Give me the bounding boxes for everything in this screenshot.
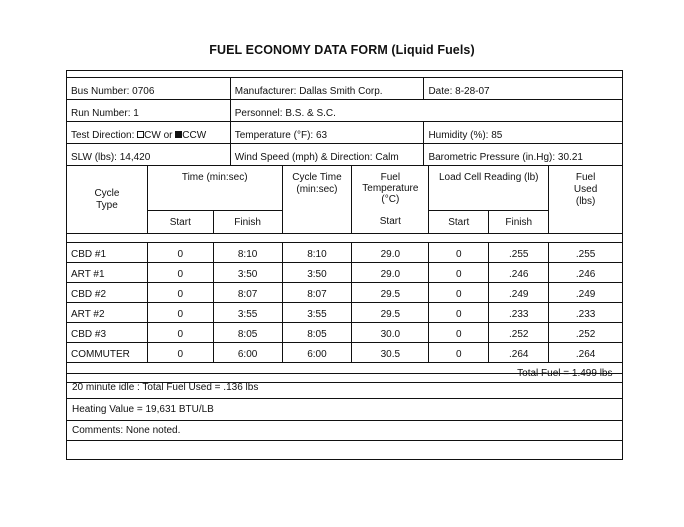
test-direction-label: Test Direction: [71, 130, 138, 141]
divider [66, 420, 623, 421]
wind: Wind Speed (mph) & Direction: Calm [230, 144, 424, 166]
cell-fuel-used: .252 [549, 323, 623, 343]
personnel: Personnel: B.S. & S.C. [230, 100, 622, 122]
header-fuel-temp: Fuel Temperature (°C) [352, 166, 429, 211]
cell-cycle-time: 8:10 [282, 243, 352, 263]
cell-fuel-used: .255 [549, 243, 623, 263]
cell-start: 0 [147, 243, 213, 263]
header-time: Time (min:sec) [147, 166, 282, 211]
comments: Comments: None noted. [72, 425, 181, 436]
cell-finish: 8:05 [213, 323, 282, 343]
fuel-data-table [66, 165, 623, 383]
cell-fuel-used: .249 [549, 283, 623, 303]
cell-start: 0 [147, 343, 213, 363]
idle-text: 20 minute idle : Total Fuel Used = .136 lbs [72, 382, 259, 393]
cell-start: 0 [147, 263, 213, 283]
cell-finish: 8:07 [213, 283, 282, 303]
cw-label: CW or [144, 130, 176, 141]
cell-cycle: CBD #1 [67, 243, 148, 263]
header-fuel-temp-start: Start [352, 211, 429, 234]
info-row [67, 144, 623, 166]
heating-value: Heating Value = 19,631 BTU/LB [72, 404, 214, 415]
table-row [67, 323, 623, 343]
spacer-row [67, 234, 623, 243]
cell-cycle-time: 6:00 [282, 343, 352, 363]
cell-load-start: 0 [429, 263, 489, 283]
divider [66, 440, 623, 441]
run-number: Run Number: 1 [67, 100, 231, 122]
cell-fuel-temp: 29.0 [352, 243, 429, 263]
header-finish: Finish [213, 211, 282, 234]
cell-finish: 8:10 [213, 243, 282, 263]
cell-cycle-time: 8:07 [282, 283, 352, 303]
cell-load-finish: .246 [489, 263, 549, 283]
cell-cycle: CBD #3 [67, 323, 148, 343]
cell-load-start: 0 [429, 343, 489, 363]
form-title: FUEL ECONOMY DATA FORM (Liquid Fuels) [209, 43, 475, 57]
cell-fuel-used: .233 [549, 303, 623, 323]
header-load-cell: Load Cell Reading (lb) [429, 166, 549, 211]
cell-load-start: 0 [429, 323, 489, 343]
header-cycle-time: Cycle Time (min:sec) [282, 166, 352, 234]
info-row [67, 78, 623, 100]
cell-fuel-temp: 29.0 [352, 263, 429, 283]
divider [66, 398, 623, 399]
table-row [67, 303, 623, 323]
info-row [67, 100, 623, 122]
divider [66, 373, 623, 374]
humidity: Humidity (%): 85 [424, 122, 623, 144]
cell-load-finish: .249 [489, 283, 549, 303]
cell-load-finish: .233 [489, 303, 549, 323]
cell-cycle: ART #1 [67, 263, 148, 283]
cell-finish: 3:50 [213, 263, 282, 283]
header-fuel-used: Fuel Used (lbs) [549, 166, 623, 234]
cell-load-finish: .255 [489, 243, 549, 263]
cell-fuel-temp: 30.5 [352, 343, 429, 363]
cell-cycle: CBD #2 [67, 283, 148, 303]
cell-cycle-time: 8:05 [282, 323, 352, 343]
header-load-finish: Finish [489, 211, 549, 234]
cell-start: 0 [147, 323, 213, 343]
cell-fuel-temp: 29.5 [352, 303, 429, 323]
cell-cycle-time: 3:50 [282, 263, 352, 283]
cell-load-start: 0 [429, 243, 489, 263]
cell-start: 0 [147, 283, 213, 303]
cell-fuel-used: .264 [549, 343, 623, 363]
table-row [67, 283, 623, 303]
bus-number: Bus Number: 0706 [67, 78, 231, 100]
info-row [67, 122, 623, 144]
date: Date: 8-28-07 [424, 78, 623, 100]
cell-load-finish: .252 [489, 323, 549, 343]
table-row [67, 243, 623, 263]
cell-load-start: 0 [429, 303, 489, 323]
cell-finish: 6:00 [213, 343, 282, 363]
cell-cycle: COMMUTER [67, 343, 148, 363]
temperature: Temperature (°F): 63 [230, 122, 424, 144]
info-table [66, 77, 623, 166]
cell-load-finish: .264 [489, 343, 549, 363]
pressure: Barometric Pressure (in.Hg): 30.21 [424, 144, 623, 166]
cell-start: 0 [147, 303, 213, 323]
cell-load-start: 0 [429, 283, 489, 303]
total-fuel: Total Fuel = 1.499 lbs [67, 363, 623, 383]
table-row [67, 263, 623, 283]
cell-cycle: ART #2 [67, 303, 148, 323]
cell-fuel-temp: 29.5 [352, 283, 429, 303]
cell-cycle-time: 3:55 [282, 303, 352, 323]
manufacturer: Manufacturer: Dallas Smith Corp. [230, 78, 424, 100]
header-load-start: Start [429, 211, 489, 234]
header-cycle-type: Cycle Type [67, 166, 148, 234]
cell-finish: 3:55 [213, 303, 282, 323]
cell-fuel-temp: 30.0 [352, 323, 429, 343]
test-direction [67, 122, 231, 144]
table-row [67, 343, 623, 363]
spacer-cell [67, 234, 623, 243]
header-row [67, 166, 623, 211]
ccw-label: CCW [182, 130, 207, 141]
cell-fuel-used: .246 [549, 263, 623, 283]
slw: SLW (lbs): 14,420 [67, 144, 231, 166]
header-start: Start [147, 211, 213, 234]
